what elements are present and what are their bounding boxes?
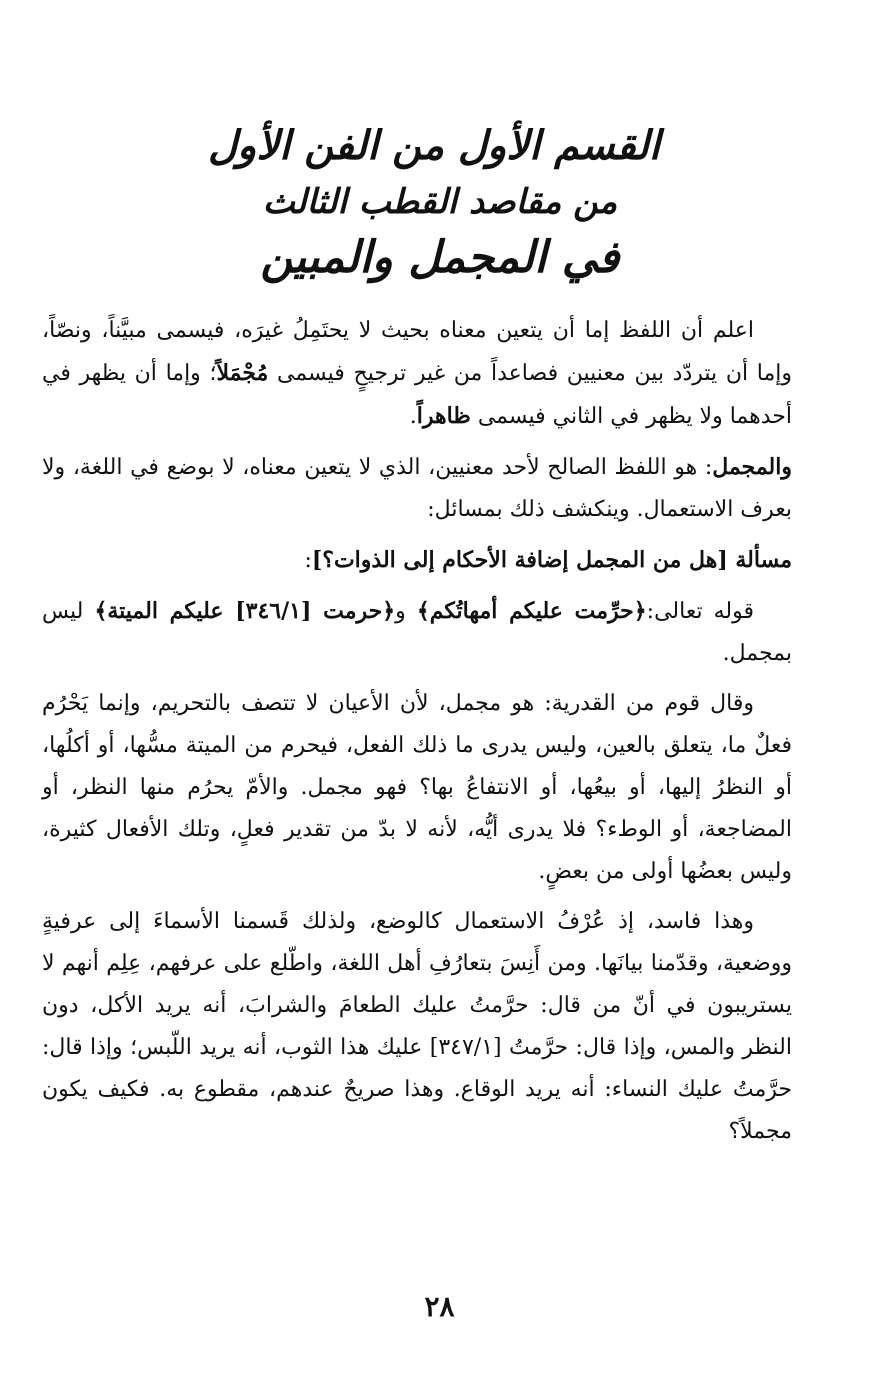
paragraph-refutation: وهذا فاسد، إذ عُرْفُ الاستعمال كالوضع، ولذلك قَسمنا الأسماءَ إلى عرفيةٍ ووضعية، وقدّمنا بيانَها. ومن أَنِسَ بتعارُفِ أهل اللغة، واطّلع على عرفهم، عِلِم أنهم لا يستريبون في أنّ من قال: حرَّمتُ عليك الطعامَ والشرابَ، أنه يريد الأكل، دون النظر والمس، وإذا قال: حرَّمتُ [٣٤٧/١] عليك هذا الثوب، أنه يريد اللّبس؛ وإذا قال: حرَّمتُ عليك النساء: أنه يريد الوقاع. وهذا صريحٌ عندهم، مقطوع به. فكيف يكون مجملاً؟ [42,909,793,1144]
definition-term: والمجمل [712,454,792,480]
paragraph-intro-text-b: ؛ وإما أن يظهر في أحدهما ولا يظهر في الثاني فيسمى [42,361,792,429]
verse-conclusion: ليس بمجمل. [42,599,792,666]
issue-title-end: : [304,548,312,573]
paragraph-qadariyya: وقال قوم من القدرية: هو مجمل، لأن الأعيان لا تتصف بالتحريم، وإنما يَحْرُم فعلٌ ما، يتعلق بالعين، وليس يدرى ما ذلك الفعل، فيحرم من الميتة مسُّها، أو أكلُها، أو النظرُ إليها، أو بيعُها، أو الانتفاعُ بها؟ فهو مجمل. والأمّ يحرُم منها النظر، أو المضاجعة، أو الوطء؟ فلا يدرى أيُّه، لأنه لا بدّ من تقدير فعلٍ، وتلك الأفعال كثيرة، وليس بعضُها أولى من بعضٍ. [42,691,792,884]
paragraph-definition [42,446,792,531]
paragraph-intro-end: . [409,404,417,429]
issue-heading [42,539,792,582]
paragraph-intro-text-a: اعلم أن اللفظ إما أن يتعين معناه بحيث لا يحتَمِلُ غيرَه، فيسمى مبيَّناً، ونصّاً، وإما أن يتردّد بين معنيين فصاعداً من غير ترجيحٍ فيسمى [42,318,792,386]
page-number: ٢٨ [424,1290,455,1323]
heading-line-3: في المجمل والمبين [260,232,620,283]
heading-line-2: من مقاصد القطب الثالث [262,182,618,222]
issue-title: مسألة [هل من المجمل إضافة الأحكام إلى الذوات؟] [311,547,792,573]
verse-intro: قوله تعالى: [646,599,755,624]
term-mujmal: مُجْمَلاً [216,360,269,386]
heading-line-1: القسم الأول من الفن الأول [207,123,660,169]
paragraph-intro [42,310,792,438]
definition-text: : هو اللفظ الصالح لأحد معنيين، الذي لا يتعين معناه، لا بوضع في اللغة، ولا بعرف الاستعمال. وينكشف ذلك بمسائل: [42,455,792,522]
body-text [42,310,792,1161]
verse-conjunction: و [395,599,406,624]
verse-quote-2: ﴿حرمت [٣٤٦/١] عليكم الميتة﴾ [94,598,396,624]
chapter-heading [207,118,660,286]
verse-quote-1: ﴿حرِّمت عليكم أمهاتُكم﴾ [416,598,647,624]
paragraph-verse [42,590,792,675]
term-zahir: ظاهراً [416,403,471,429]
